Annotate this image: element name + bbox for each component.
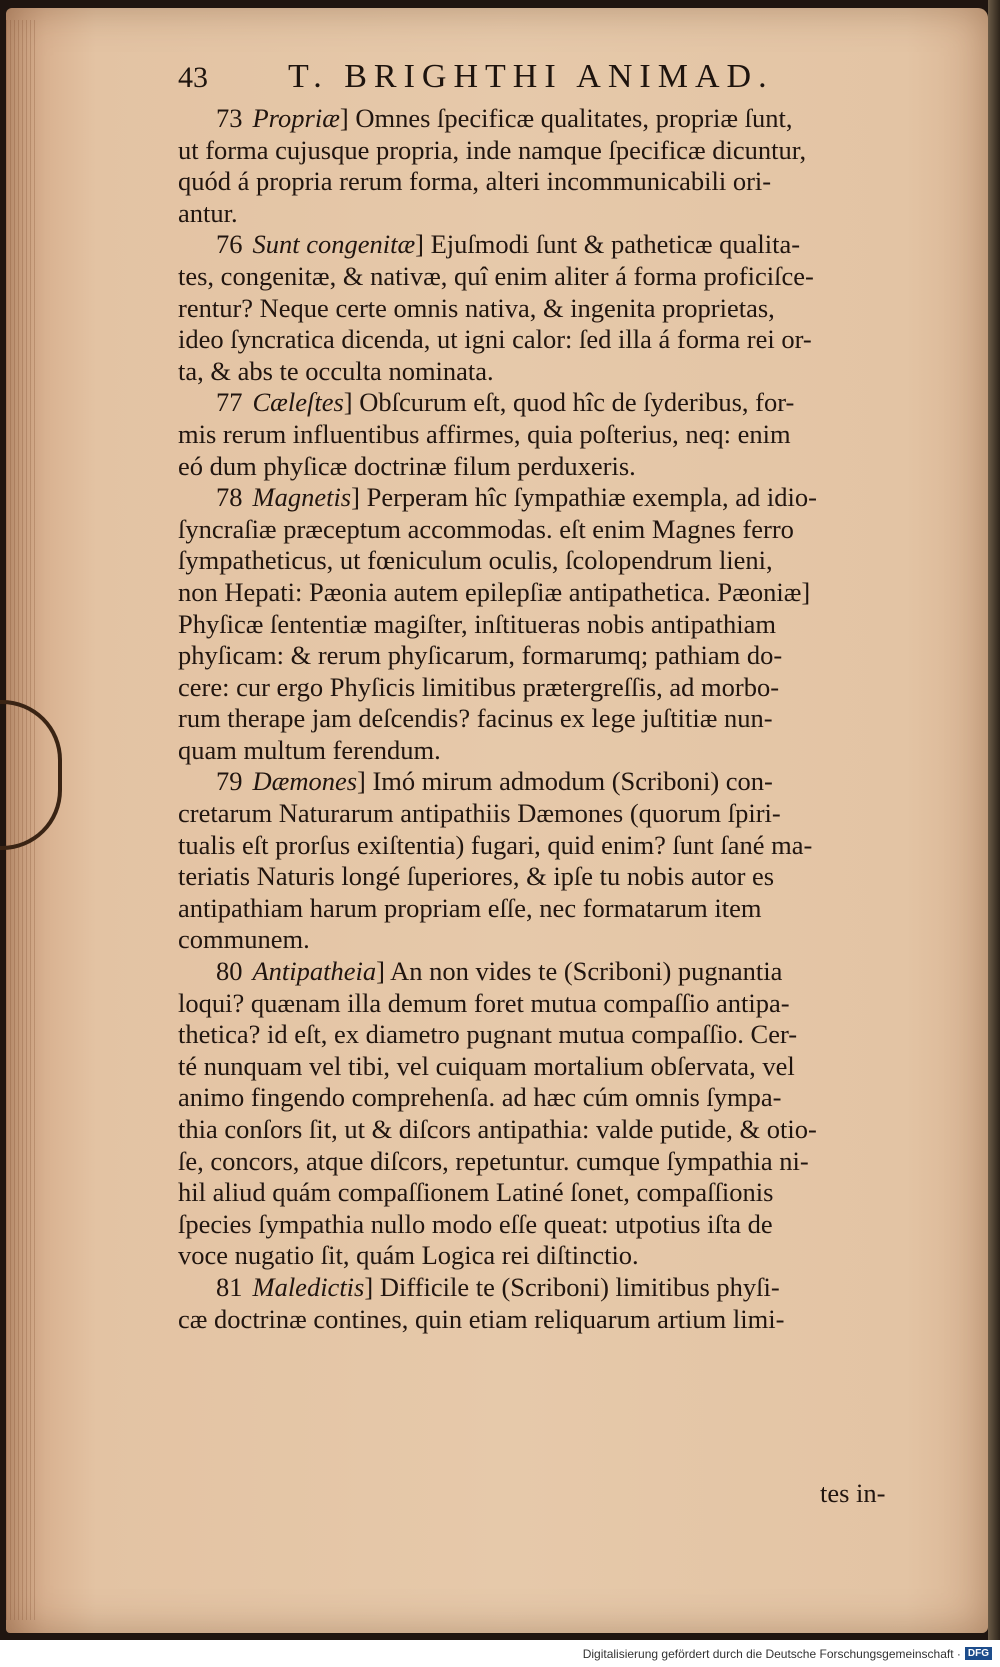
- text-line: rentur? Neque certe omnis nativa, & ingenita proprietas,: [178, 292, 775, 323]
- text-line: thia conſors ſit, ut & diſcors antipathia: valde putide, & otio-: [178, 1114, 817, 1144]
- text-line: ideo ſyncratica dicenda, ut igni calor: ſed illa á forma rei or-: [178, 324, 812, 355]
- text-line: cere: cur ergo Phyſicis limitibus prætergreſſis, ad morbo-: [178, 671, 780, 702]
- annotation-number: 73: [216, 103, 243, 133]
- text-line: [178, 956, 948, 988]
- text-line: [178, 766, 948, 798]
- text-line: ut forma cujusque propria, inde namque ſpecificæ dicuntur,: [178, 134, 807, 165]
- text-line: antipathiam harum propriam eſſe, nec formatarum item: [178, 892, 762, 923]
- text-line: cæ doctrinæ contines, quin etiam reliquarum artium limi-: [178, 1303, 785, 1334]
- annotation-text: ] Obſcurum eſt, quod hîc de ſyderibus, for-: [343, 387, 795, 418]
- text-line: mis rerum influentibus affirmes, quia poſterius, neq: enim: [178, 418, 791, 449]
- text-line: teriatis Naturis longé ſuperiores, & ipſe tu nobis autor es: [178, 861, 775, 892]
- text-line: hil aliud quám compaſſionem Latiné ſonet, compaſſionis: [178, 1177, 774, 1208]
- book-cover-edge: [988, 0, 1000, 1640]
- text-line: ſympatheticus, ut fœniculum oculis, ſcolopendrum lieni,: [178, 545, 773, 576]
- text-line: quód á propria rerum forma, alteri incommunicabili ori-: [178, 166, 772, 197]
- running-head: T. BRIGHTHI ANIMAD.: [288, 58, 774, 95]
- text-line: phyſicam: & rerum phyſicarum, formarumq; pathiam do-: [178, 640, 783, 671]
- text-line: [178, 387, 948, 419]
- annotation-text: ] Perperam hîc ſympathiæ exempla, ad idio-: [351, 482, 817, 513]
- text-line: antur.: [178, 197, 238, 228]
- catchword: tes in-: [820, 1478, 886, 1508]
- text-line: loqui? quænam illa demum foret mutua compaſſio antipa-: [178, 987, 790, 1018]
- text-line: té nunquam vel tibi, vel cuiquam mortalium obſervata, vel: [178, 1050, 795, 1081]
- text-line: quam multum ferendum.: [178, 734, 441, 765]
- annotation-number: 76: [216, 229, 243, 260]
- annotation-lemma: Cæleſtes: [252, 387, 344, 418]
- annotation-number: 81: [216, 1271, 243, 1302]
- body-text: [178, 103, 948, 1335]
- text-line: tualis eſt prorſus exiſtentia) fugari, quid enim? ſunt ſané ma-: [178, 829, 813, 860]
- annotation-number: 79: [216, 766, 243, 797]
- dfg-logo: DFG: [965, 1647, 992, 1660]
- funding-credit: Digitalisierung gefördert durch die Deutsche Forschungsgemeinschaft ·: [582, 1646, 961, 1661]
- annotation-lemma: Magnetis: [252, 482, 352, 513]
- text-line: rum therape jam deſcendis? facinus ex lege juſtitiæ nun-: [178, 703, 773, 734]
- annotation-text: ] Omnes ſpecificæ qualitates, propriæ ſunt,: [339, 103, 793, 133]
- annotation-paragraph: [178, 482, 948, 766]
- annotation-text: ] Imó mirum admodum (Scriboni) con-: [357, 766, 773, 797]
- text-line: ſe, concors, atque diſcors, repetuntur. cumque ſympathia ni-: [178, 1145, 809, 1176]
- text-line: tes, congenitæ, & nativæ, quî enim aliter á forma proficiſce-: [178, 260, 814, 291]
- annotation-number: 77: [216, 387, 243, 418]
- annotation-text: ] An non vides te (Scriboni) pugnantia: [376, 956, 783, 987]
- annotation-paragraph: [178, 956, 948, 1272]
- annotation-paragraph: [178, 229, 948, 387]
- page-header: [178, 58, 938, 108]
- annotation-text: ] Difficile te (Scriboni) limitibus phyſi-: [364, 1271, 780, 1302]
- page-number: 43: [178, 61, 208, 94]
- text-line: [178, 103, 948, 135]
- text-line: Phyſicæ ſententiæ magiſter, inſtitueras nobis antipathiam: [178, 608, 777, 639]
- annotation-lemma: Antipatheia: [252, 956, 377, 987]
- annotation-number: 80: [216, 956, 243, 987]
- annotation-number: 78: [216, 482, 243, 513]
- annotation-lemma: Dæmones: [252, 766, 358, 797]
- text-line: animo fingendo comprehenſa. ad hæc cúm omnis ſympa-: [178, 1082, 782, 1113]
- annotation-text: ] Ejuſmodi ſunt & patheticæ qualita-: [415, 229, 801, 260]
- annotation-paragraph: [178, 1272, 948, 1335]
- annotation-paragraph: [178, 387, 948, 482]
- text-line: ta, & abs te occulta nominata.: [178, 355, 494, 386]
- text-line: [178, 482, 948, 514]
- text-line: ſyncraſiæ præceptum accommodas. eſt enim Magnes ferro: [178, 513, 794, 544]
- text-line: [178, 229, 948, 261]
- text-line: voce nugatio ſit, quám Logica rei diſtinctio.: [178, 1240, 639, 1271]
- annotation-lemma: Sunt congenitæ: [252, 229, 416, 260]
- annotation-paragraph: [178, 766, 948, 956]
- digitization-footer: [0, 1640, 1000, 1667]
- text-line: [178, 1272, 948, 1304]
- annotation-paragraph: [178, 103, 948, 229]
- annotation-lemma: Propriæ: [252, 103, 340, 133]
- text-line: communem.: [178, 924, 310, 955]
- text-line: ſpecies ſympathia nullo modo eſſe queat: utpotius iſta de: [178, 1208, 773, 1239]
- text-line: cretarum Naturarum antipathiis Dæmones (quorum ſpiri-: [178, 798, 781, 829]
- annotation-lemma: Maledictis: [252, 1271, 365, 1302]
- text-line: thetica? id eſt, ex diametro pugnant mutua compaſſio. Cer-: [178, 1019, 798, 1050]
- text-line: eó dum phyſicæ doctrinæ filum perduxeris.: [178, 450, 636, 481]
- text-line: non Hepati: Pæonia autem epilepſiæ antipathetica. Pæoniæ]: [178, 576, 811, 607]
